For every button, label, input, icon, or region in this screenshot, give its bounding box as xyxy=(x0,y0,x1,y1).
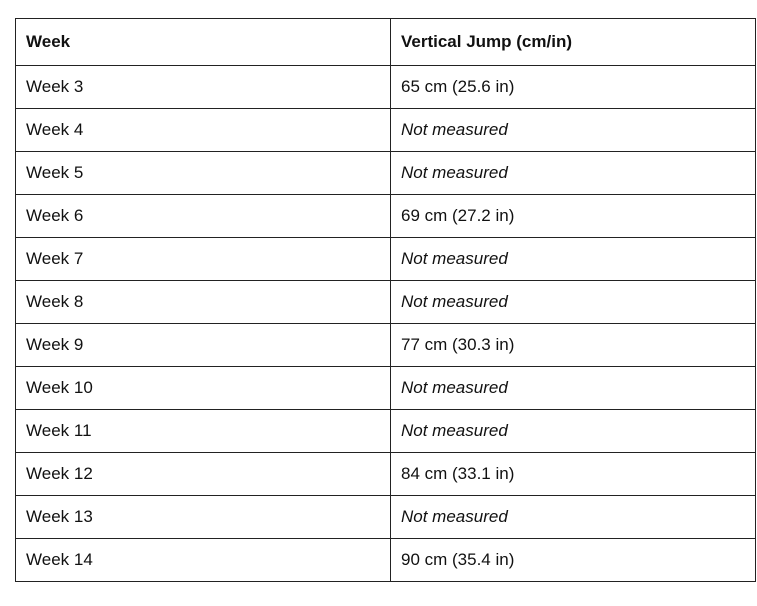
week-cell: Week 4 xyxy=(16,109,391,152)
vertical-jump-cell: 84 cm (33.1 in) xyxy=(391,453,756,496)
vertical-jump-cell: 69 cm (27.2 in) xyxy=(391,195,756,238)
week-cell: Week 12 xyxy=(16,453,391,496)
table-row xyxy=(16,195,756,238)
week-cell: Week 11 xyxy=(16,410,391,453)
vertical-jump-cell: Not measured xyxy=(391,109,756,152)
vertical-jump-cell: Not measured xyxy=(391,410,756,453)
table-row xyxy=(16,539,756,582)
vertical-jump-cell: Not measured xyxy=(391,496,756,539)
week-cell: Week 14 xyxy=(16,539,391,582)
table-row xyxy=(16,453,756,496)
column-header-week: Week xyxy=(16,19,391,66)
week-cell: Week 9 xyxy=(16,324,391,367)
week-cell: Week 10 xyxy=(16,367,391,410)
vertical-jump-cell: Not measured xyxy=(391,238,756,281)
table-header-row xyxy=(16,19,756,66)
vertical-jump-cell: Not measured xyxy=(391,152,756,195)
table-row xyxy=(16,367,756,410)
week-cell: Week 5 xyxy=(16,152,391,195)
table-container xyxy=(15,18,756,582)
table-row xyxy=(16,152,756,195)
week-cell: Week 3 xyxy=(16,66,391,109)
table-row xyxy=(16,324,756,367)
week-cell: Week 7 xyxy=(16,238,391,281)
vertical-jump-table xyxy=(15,18,756,582)
vertical-jump-cell: 65 cm (25.6 in) xyxy=(391,66,756,109)
table-row xyxy=(16,281,756,324)
week-cell: Week 13 xyxy=(16,496,391,539)
vertical-jump-cell: Not measured xyxy=(391,281,756,324)
week-cell: Week 8 xyxy=(16,281,391,324)
table-row xyxy=(16,66,756,109)
table-row xyxy=(16,109,756,152)
column-header-vertical-jump: Vertical Jump (cm/in) xyxy=(391,19,756,66)
vertical-jump-cell: Not measured xyxy=(391,367,756,410)
table-row xyxy=(16,496,756,539)
vertical-jump-cell: 90 cm (35.4 in) xyxy=(391,539,756,582)
table-row xyxy=(16,410,756,453)
table-body xyxy=(16,66,756,582)
table-row xyxy=(16,238,756,281)
vertical-jump-cell: 77 cm (30.3 in) xyxy=(391,324,756,367)
week-cell: Week 6 xyxy=(16,195,391,238)
